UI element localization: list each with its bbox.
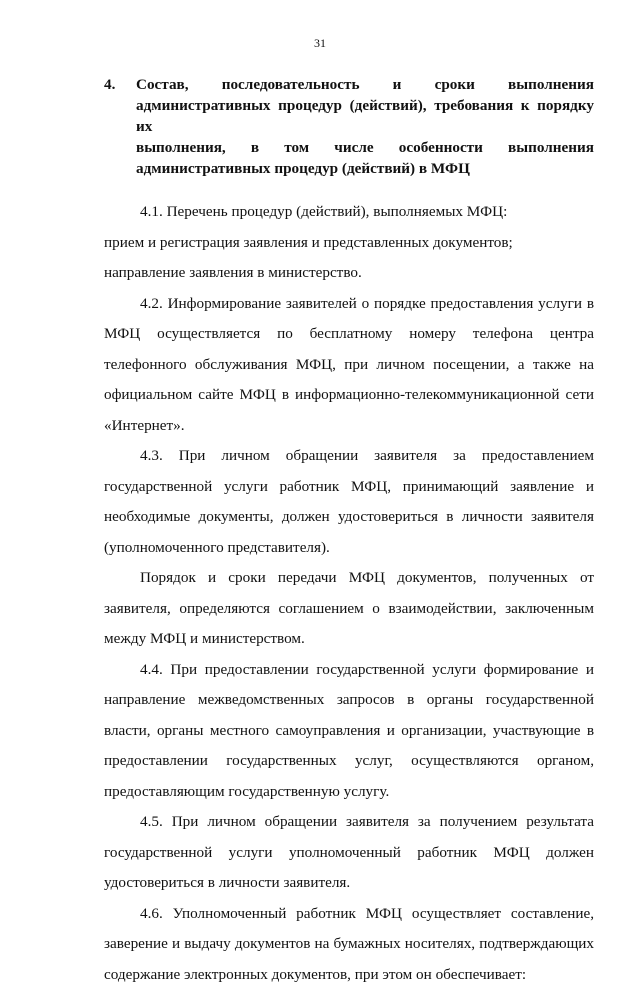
paragraph-4-6: 4.6. Уполномоченный работник МФЦ осуществляет составление, заверение и выдачу документов на бумажных носителях, подтверждающих содержание электронных документов, при этом он обеспечивает: <box>104 899 594 990</box>
section-title-line: административных процедур (действий), требования к порядку их <box>136 95 594 137</box>
section-number: 4. <box>104 74 136 179</box>
list-item-forwarding: направление заявления в министерство. <box>104 258 594 289</box>
page-content <box>104 74 594 990</box>
section-title <box>136 74 594 179</box>
section-title-line: выполнения, в том числе особенности выполнения <box>136 137 594 158</box>
section-heading <box>104 74 594 179</box>
paragraph-4-1: 4.1. Перечень процедур (действий), выполняемых МФЦ: <box>104 197 594 228</box>
paragraph-4-4: 4.4. При предоставлении государственной услуги формирование и направление межведомственных запросов в органы государственной власти, органы местного самоуправления и организации, участвующие в предоставлении государственных услуг, осуществляются органом, предоставляющим государственную услугу. <box>104 655 594 808</box>
list-item-reception: прием и регистрация заявления и представленных документов; <box>104 228 594 259</box>
section-title-line: административных процедур (действий) в МФЦ <box>136 158 594 179</box>
page-number: 31 <box>0 36 640 51</box>
paragraph-4-3: 4.3. При личном обращении заявителя за предоставлением государственной услуги работник МФЦ, принимающий заявление и необходимые документы, должен удостовериться в личности заявителя (уполномоченного представителя). <box>104 441 594 563</box>
paragraph-transfer-order: Порядок и сроки передачи МФЦ документов, полученных от заявителя, определяются соглашением о взаимодействии, заключенным между МФЦ и министерством. <box>104 563 594 655</box>
paragraph-4-5: 4.5. При личном обращении заявителя за получением результата государственной услуги уполномоченный работник МФЦ должен удостовериться в личности заявителя. <box>104 807 594 899</box>
paragraph-4-2: 4.2. Информирование заявителей о порядке предоставления услуги в МФЦ осуществляется по бесплатному номеру телефона центра телефонного обслуживания МФЦ, при личном посещении, а также на официальном сайте МФЦ в информационно-телекоммуникационной сети «Интернет». <box>104 289 594 442</box>
section-title-line: Состав, последовательность и сроки выполнения <box>136 74 594 95</box>
